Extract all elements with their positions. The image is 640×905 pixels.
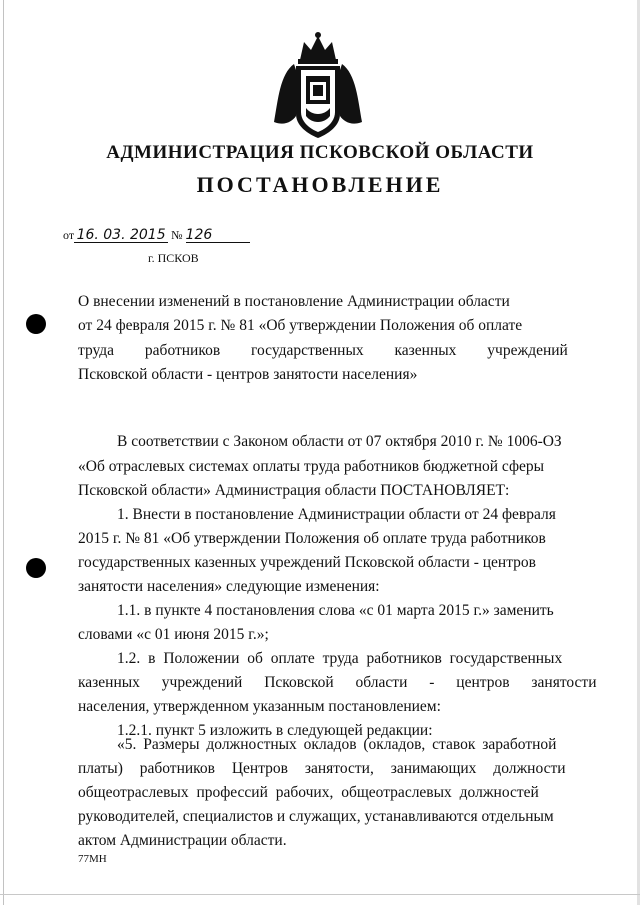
punch-hole xyxy=(26,314,46,334)
body-line: словами «с 01 июня 2015 г.»; xyxy=(78,626,269,643)
body-line: актом Администрации области. xyxy=(78,832,287,849)
body-line: «Об отраслевых системах оплаты труда работников бюджетной сферы xyxy=(78,458,545,475)
document-type-heading: ПОСТАНОВЛЕНИЕ xyxy=(196,172,444,197)
handwritten-date: 16. 03. 2015 xyxy=(74,228,168,243)
body-line: «5. Размеры должностных окладов (окладов, ставок заработной xyxy=(117,736,557,753)
body-line: казенных учреждений Псковской области - центров занятости xyxy=(78,674,597,691)
body-line: В соответствии с Законом области от 07 октября 2010 г. № 1006-ОЗ xyxy=(117,433,562,450)
page-bottom-rule xyxy=(0,894,640,895)
organization-heading: АДМИНИСТРАЦИЯ ПСКОВСКОЙ ОБЛАСТИ xyxy=(106,142,534,163)
body-line: платы) работников Центров занятости, занимающих должности xyxy=(78,760,566,777)
body-line: населения, утвержденном указанным постановлением: xyxy=(78,698,441,715)
body-line: 1.2. в Положении об оплате труда работников государственных xyxy=(117,650,563,667)
coat-of-arms-icon xyxy=(270,30,366,142)
date-prefix: от xyxy=(63,228,75,242)
footer-code: 77МН xyxy=(78,853,107,865)
body-line: занятости населения» следующие изменения: xyxy=(78,578,380,595)
subject-line: от 24 февраля 2015 г. № 81 «Об утверждении Положения об оплате xyxy=(78,317,523,334)
body-line: Псковской области» Администрация области ПОСТАНОВЛЯЕТ: xyxy=(78,482,510,499)
subject-line: О внесении изменений в постановление Администрации области xyxy=(78,293,510,310)
body-line: общеотраслевых профессий рабочих, общеотраслевых должностей xyxy=(78,784,539,801)
body-line: 2015 г. № 81 «Об утверждении Положения об оплате труда работников xyxy=(78,530,546,547)
date-number-line xyxy=(63,228,250,243)
number-prefix: № xyxy=(171,228,183,242)
body-line: государственных казенных учреждений Псковской области - центров xyxy=(78,554,536,571)
subject-line: Псковской области - центров занятости населения» xyxy=(78,366,418,383)
body-line: 1. Внести в постановление Администрации области от 24 февраля xyxy=(117,506,556,523)
body-line: 1.2.1. пункт 5 изложить в следующей редакции: xyxy=(117,722,433,739)
body-line: 1.1. в пункте 4 постановления слова «с 01 марта 2015 г.» заменить xyxy=(117,602,554,619)
city-label: г. ПСКОВ xyxy=(148,251,199,265)
handwritten-number: 126 xyxy=(186,228,250,243)
punch-hole xyxy=(26,558,46,578)
subject-line: труда работников государственных казенных учреждений xyxy=(78,342,568,359)
page-left-edge xyxy=(3,0,4,905)
body-line: руководителей, специалистов и служащих, устанавливаются отдельным xyxy=(78,808,554,825)
